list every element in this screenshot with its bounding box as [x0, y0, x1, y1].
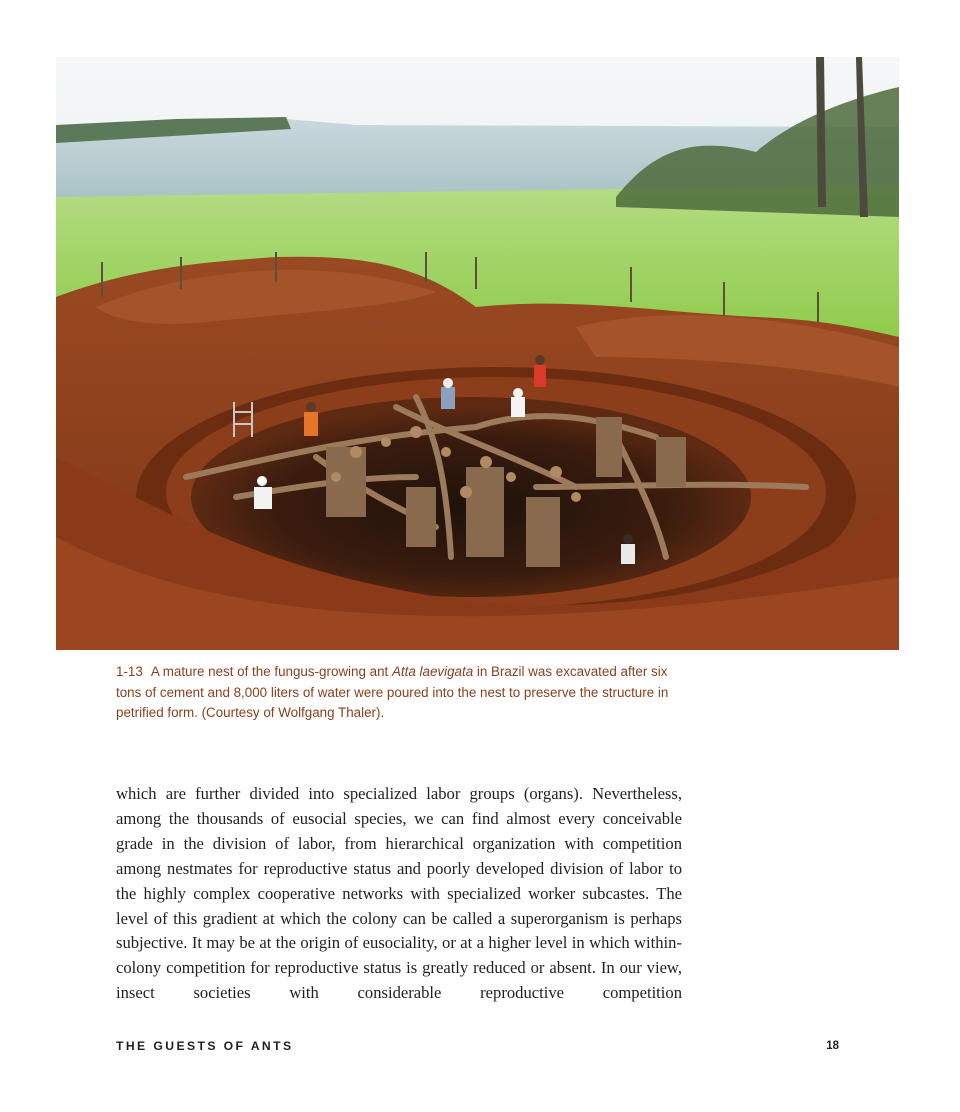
caption-text-part1: A mature nest of the fungus-growing ant: [150, 664, 392, 679]
caption-text-part2: in Brazil was excavated after six tons of cement and 8,000 liters of water were poured into the nest to preserve the structure in petrified form. (Courtesy of Wolfgang Thaler).: [116, 664, 669, 720]
figure-number: 1-13: [116, 664, 143, 679]
excavated-ant-nest-photo: [56, 57, 899, 650]
body-paragraph: which are further divided into specialized labor groups (organs). Nevertheless, among the thousands of eusocial species, we can find almost every conceivable grade in the division of labor, from hierarchical organization with competition among nestmates for reproductive status and poorly developed division of labor to the highly complex cooperative networks with specialized worker subcastes. The level of this gradient at which the colony can be called a superorganism is perhaps subjective. It may be at the origin of eusociality, or at a higher level in which within-colony competition for reproductive status is greatly reduced or absent. In our view, insect societies with considerable reproductive competition: [116, 784, 682, 1003]
page-number: 18: [826, 1040, 839, 1052]
caption-species-name: Atta laevigata: [392, 664, 474, 679]
figure-caption: [116, 662, 696, 724]
running-title: THE GUESTS OF ANTS: [116, 1039, 294, 1053]
